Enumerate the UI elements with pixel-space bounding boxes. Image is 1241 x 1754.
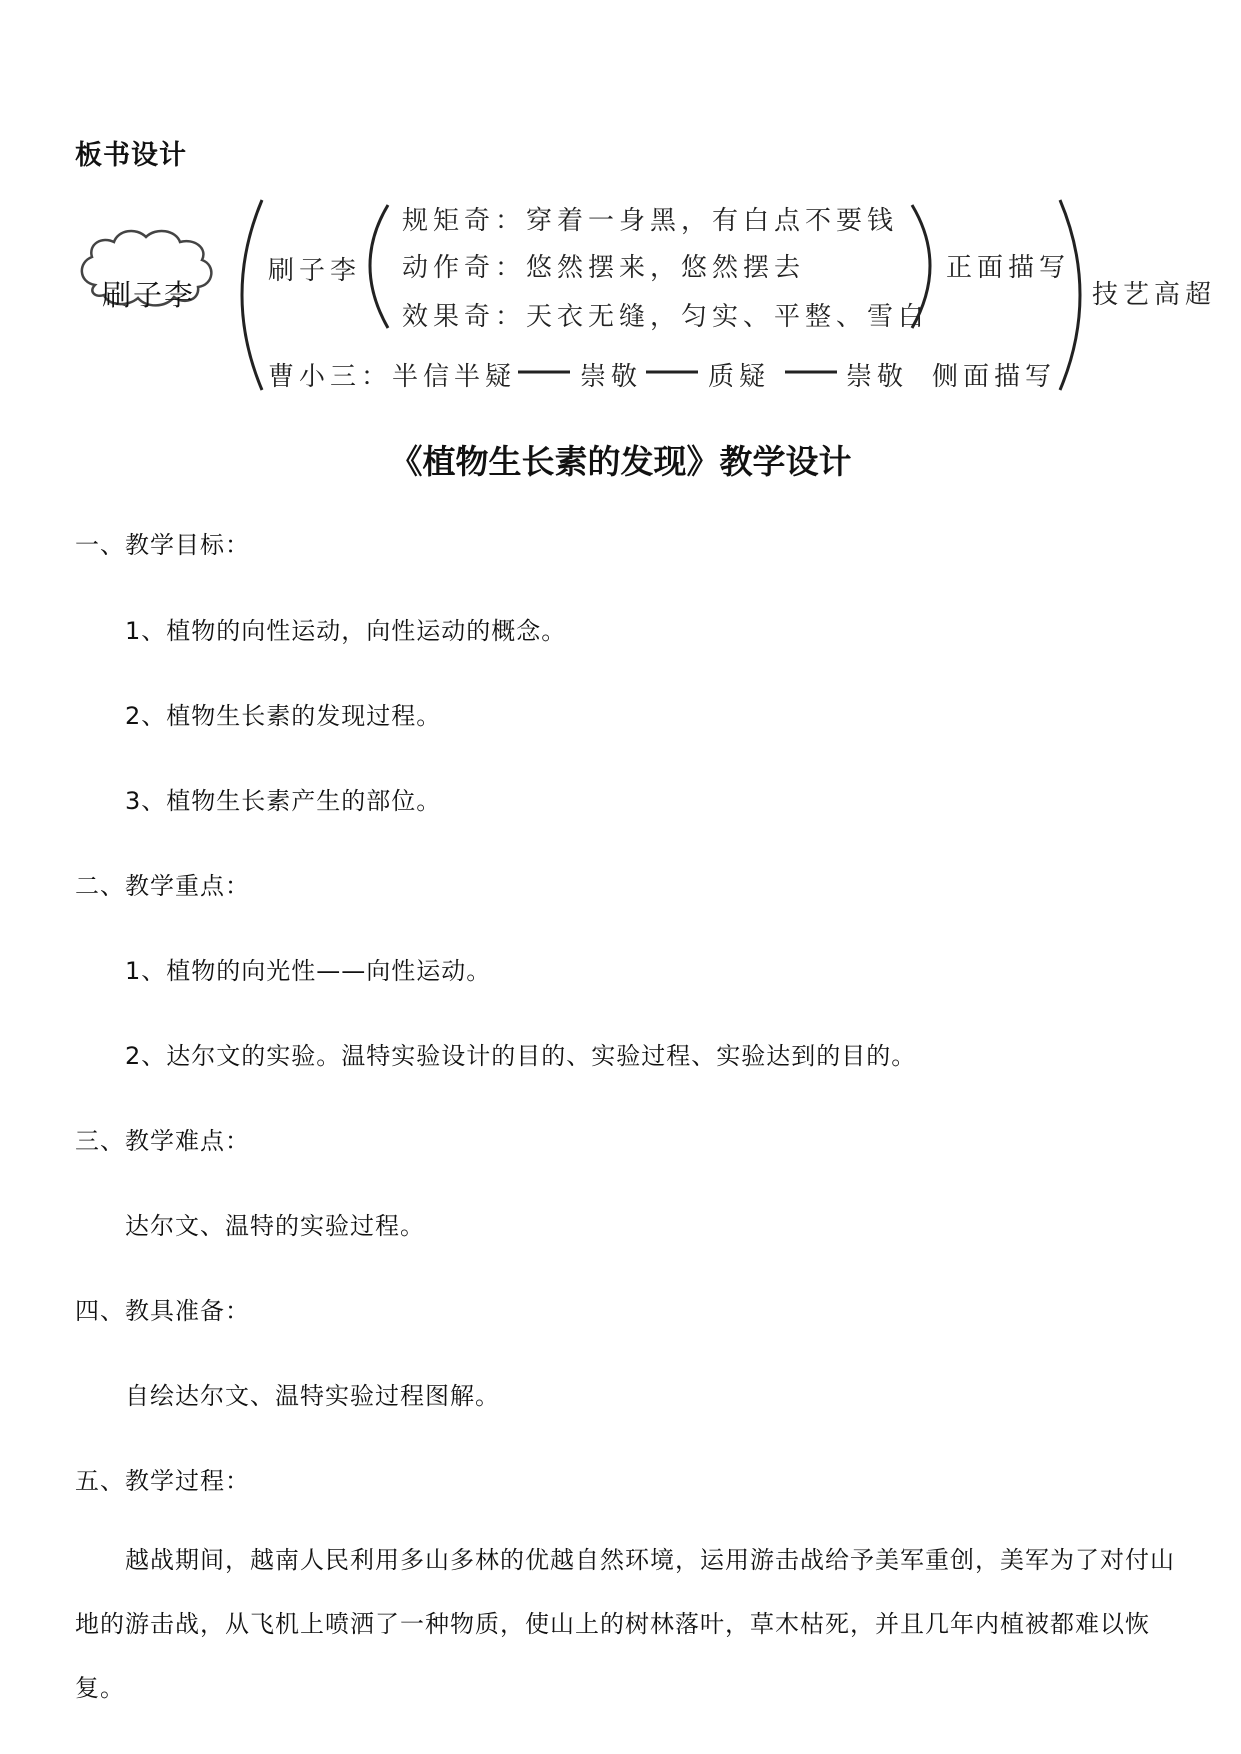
side-prefix: 曹小三：半信半疑 (268, 362, 517, 392)
inner-left-paren (370, 205, 388, 328)
effect-line: 效果奇：天衣无缝，匀实、平整、雪白 (402, 302, 930, 332)
board-heading: 板书设计 (75, 140, 187, 171)
goal-item-1: 1、植物的向性运动，向性运动的概念。 (125, 617, 567, 645)
side-stage-1: 崇敬 (580, 362, 643, 392)
outer-right-paren (1060, 200, 1080, 390)
action-line: 动作奇：悠然摆来，悠然摆去 (402, 253, 806, 283)
center-label: 刷子李 (102, 278, 196, 312)
section-process-heading: 五、教学过程： (75, 1467, 250, 1495)
branch1-label: 刷子李 (268, 256, 362, 286)
goal-item-3: 3、植物生长素产生的部位。 (125, 787, 442, 815)
section-difficulty-heading: 三、教学难点： (75, 1127, 250, 1155)
keypoint-item-2: 2、达尔文的实验。温特实验设计的目的、实验过程、实验达到的目的。 (125, 1042, 917, 1070)
section-goals-heading: 一、教学目标： (75, 531, 250, 559)
keypoint-item-1: 1、植物的向光性——向性运动。 (125, 957, 492, 985)
goal-item-2: 2、植物生长素的发现过程。 (125, 702, 442, 730)
side-description-label: 侧面描写 (932, 362, 1057, 392)
outer-left-paren (242, 200, 262, 390)
difficulty-item: 达尔文、温特的实验过程。 (125, 1212, 425, 1240)
side-stage-3: 崇敬 (846, 362, 909, 392)
page-title: 《植物生长素的发现》教学设计 (389, 442, 852, 481)
section-preparation-heading: 四、教具准备： (75, 1297, 250, 1325)
preparation-item: 自绘达尔文、温特实验过程图解。 (125, 1382, 500, 1410)
front-description-label: 正面描写 (946, 253, 1071, 283)
process-paragraph: 越战期间，越南人民利用多山多林的优越自然环境，运用游击战给予美军重创，美军为了对付山地的游击战，从飞机上喷洒了一种物质，使山上的树林落叶，草木枯死，并且几年内植被都难以恢复。 (75, 1546, 1175, 1702)
rule-line: 规矩奇：穿着一身黑，有白点不要钱 (402, 206, 899, 236)
side-stage-2: 质疑 (708, 362, 771, 392)
section-keypoints-heading: 二、教学重点： (75, 872, 250, 900)
conclusion-label: 技艺高超 (1092, 280, 1217, 310)
